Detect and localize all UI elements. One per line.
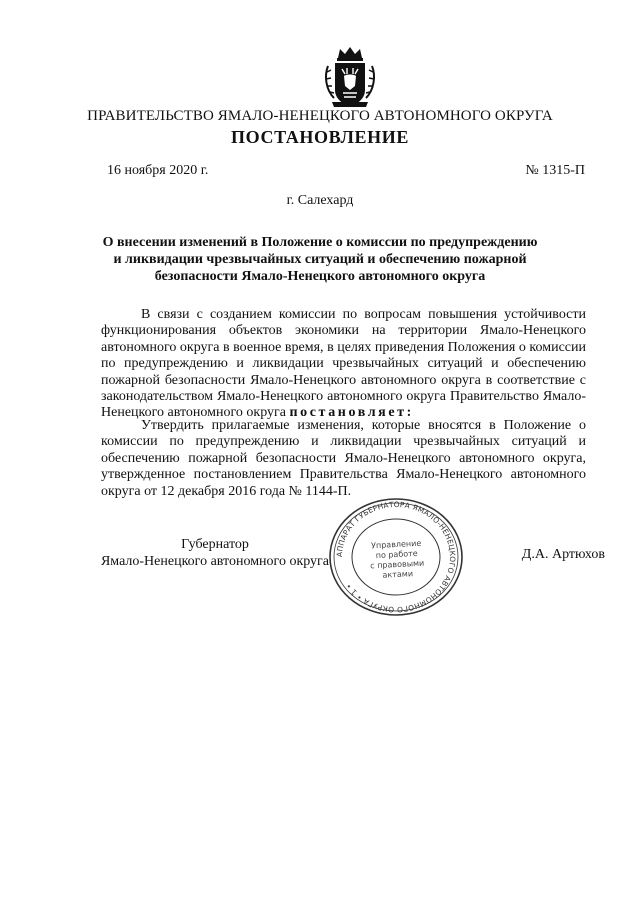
document-title [100,234,540,285]
paragraph-1-text: В связи с созданием комиссии по вопросам повышения устойчивости функционирования объектов экономики на территории Ямало-Ненецкого автономного округа в военное время, в целях приведения Положения о комиссии по предупреждению и ликвидации чрезвычайных ситуаций и обеспечению пожарной безопасности Ямало-Ненецкого автономного округа в соответствие с законодательством Ямало-Ненецкого автономного округа Правительство Ямало-Ненецкого автономного округа [101,307,586,421]
title-line: и ликвидации чрезвычайных ситуаций и обеспечению пожарной [113,252,527,267]
document-type: ПОСТАНОВЛЕНИЕ [231,127,409,147]
government-name: ПРАВИТЕЛЬСТВО ЯМАЛО-НЕНЕЦКОГО АВТОНОМНОГО ОКРУГА [87,108,553,124]
body-paragraph-1 [101,307,586,422]
document-number: № 1315-П [525,163,585,178]
stamp-line: с правовыми [370,558,425,571]
body-paragraph-2: Утвердить прилагаемые изменения, которые вносятся в Положение о комиссии по предупреждению и ликвидации чрезвычайных ситуаций и обеспечению пожарной безопасности Ямало-Ненецкого автономного округа, утвержденное постановлением Правительства Ямало-Ненецкого автономного округа от 12 декабря 2016 года № 1144-П. [101,418,586,499]
title-line: О внесении изменений в Положение о комиссии по предупреждению [102,235,538,250]
signatory-position-line: Губернатор [181,537,249,552]
signatory-position [100,536,330,570]
stamp-inner-text [365,538,429,581]
title-line: безопасности Ямало-Ненецкого автономного округа [154,269,486,284]
document-city: г. Салехард [286,193,354,208]
coat-of-arms-icon [322,46,378,110]
stamp-line: по работе [375,548,418,561]
stamp-line: Управление [370,538,422,551]
document-date: 16 ноября 2020 г. [107,163,209,178]
resolves-keyword: постановляет: [289,405,414,421]
stamp-line: актами [382,569,414,580]
stamp-ring-text: АППАРАТ ГУБЕРНАТОРА ЯМАЛО-НЕНЕЦКОГО АВТОНОМНОГО ОКРУГА • 1 • [334,499,458,615]
signatory-position-line: Ямало-Ненецкого автономного округа [100,554,330,569]
signatory-name: Д.А. Артюхов [521,547,605,562]
